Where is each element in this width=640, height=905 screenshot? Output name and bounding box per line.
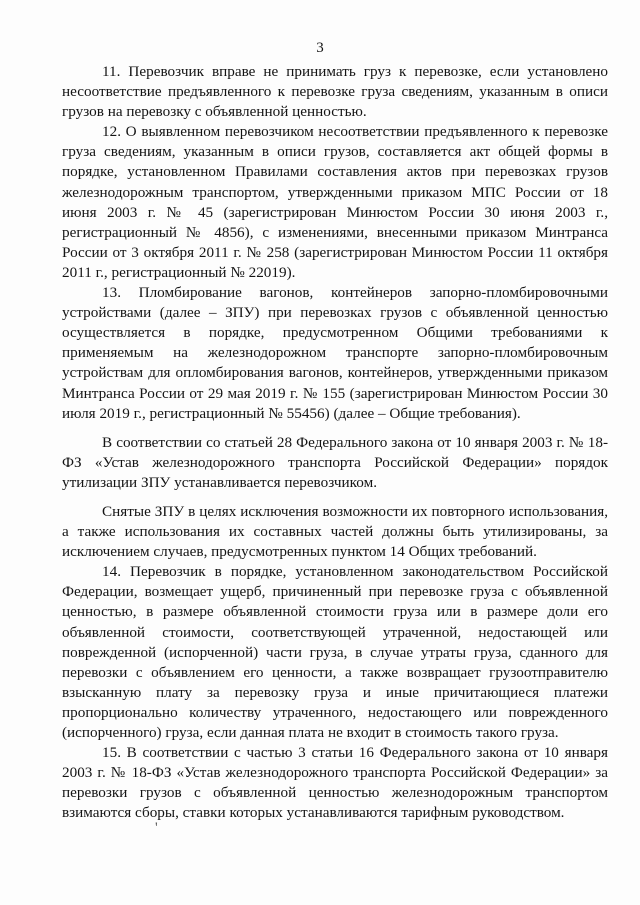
document-body bbox=[62, 62, 608, 823]
paragraph-14: 14. Перевозчик в порядке, установленном законодательством Российской Федерации, возмещает ущерб, причиненный при перевозке груза с объявленной ценностью, в размере объявленной стоимости груза или в размере доли его объявленной стоимости, соответствующей утраченной, недостающей или поврежденной (испорченной) части груза, в случае утраты груза, сданного для перевозки с объявлением его ценности, а также возвращает грузоотправителю взысканную плату за перевозку груза и иные причитающиеся платежи пропорционально количеству утраченного, недостающего или поврежденного (испорченного) груза, если данная плата не входит в стоимость такого груза. bbox=[62, 563, 608, 741]
paragraph-13: 13. Пломбирование вагонов, контейнеров запорно-пломбировочными устройствами (далее – ЗПУ) при перевозках грузов с объявленной ценностью осуществляется в порядке, предусмотренном Общими требованиями к применяемым на железнодорожном транспорте запорно-пломбировочным устройствам для опломбирования вагонов, контейнеров, утвержденными приказом Минтранса России от 29 мая 2019 г. № 155 (зарегистрирован Минюстом России 30 июля 2019 г., регистрационный № 55456) (далее – Общие требования). bbox=[62, 284, 608, 422]
paragraph-11: 11. Перевозчик вправе не принимать груз к перевозке, если установлено несоответствие предъявленного к перевозке груза сведениям, указанным в описи грузов на перевозку с объявленной ценностью. bbox=[62, 63, 608, 121]
stray-mark: ' bbox=[155, 820, 158, 836]
paragraph-12: 12. О выявленном перевозчиком несоответствии предъявленного к перевозке груза сведениям, указанным в описи грузов, составляется акт общей формы в порядке, установленном Правилами составления актов при перевозках грузов железнодорожным транспортом, утвержденными приказом МПС России от 18 июня 2003 г. № 45 (зарегистрирован Минюстом России 30 июня 2003 г., регистрационный № 4856), с изменениями, внесенными приказом Минтранса России от 3 октября 2011 г. № 258 (зарегистрирован Минюстом России 11 октября 2011 г., регистрационный № 22019). bbox=[62, 123, 608, 281]
page-number: 3 bbox=[316, 40, 324, 56]
paragraph-15: 15. В соответствии с частью 3 статьи 16 Федерального закона от 10 января 2003 г. № 18-ФЗ «Устав железнодорожного транспорта Российской Федерации» за перевозки грузов с объявленной ценностью железнодорожным транспортом взимаются сборы, ставки которых устанавливаются тарифным руководством. bbox=[62, 744, 608, 822]
paragraph-13-utilization-order: В соответствии со статьей 28 Федерального закона от 10 января 2003 г. № 18-ФЗ «Устав железнодорожного транспорта Российской Федерации» порядок утилизации ЗПУ устанавливается перевозчиком. bbox=[62, 433, 608, 491]
paragraph-13-removed-seals: Снятые ЗПУ в целях исключения возможности их повторного использования, а также использования их составных частей должны быть утилизированы, за исключением случаев, предусмотренных пунктом 14 Общих требований. bbox=[62, 502, 608, 561]
